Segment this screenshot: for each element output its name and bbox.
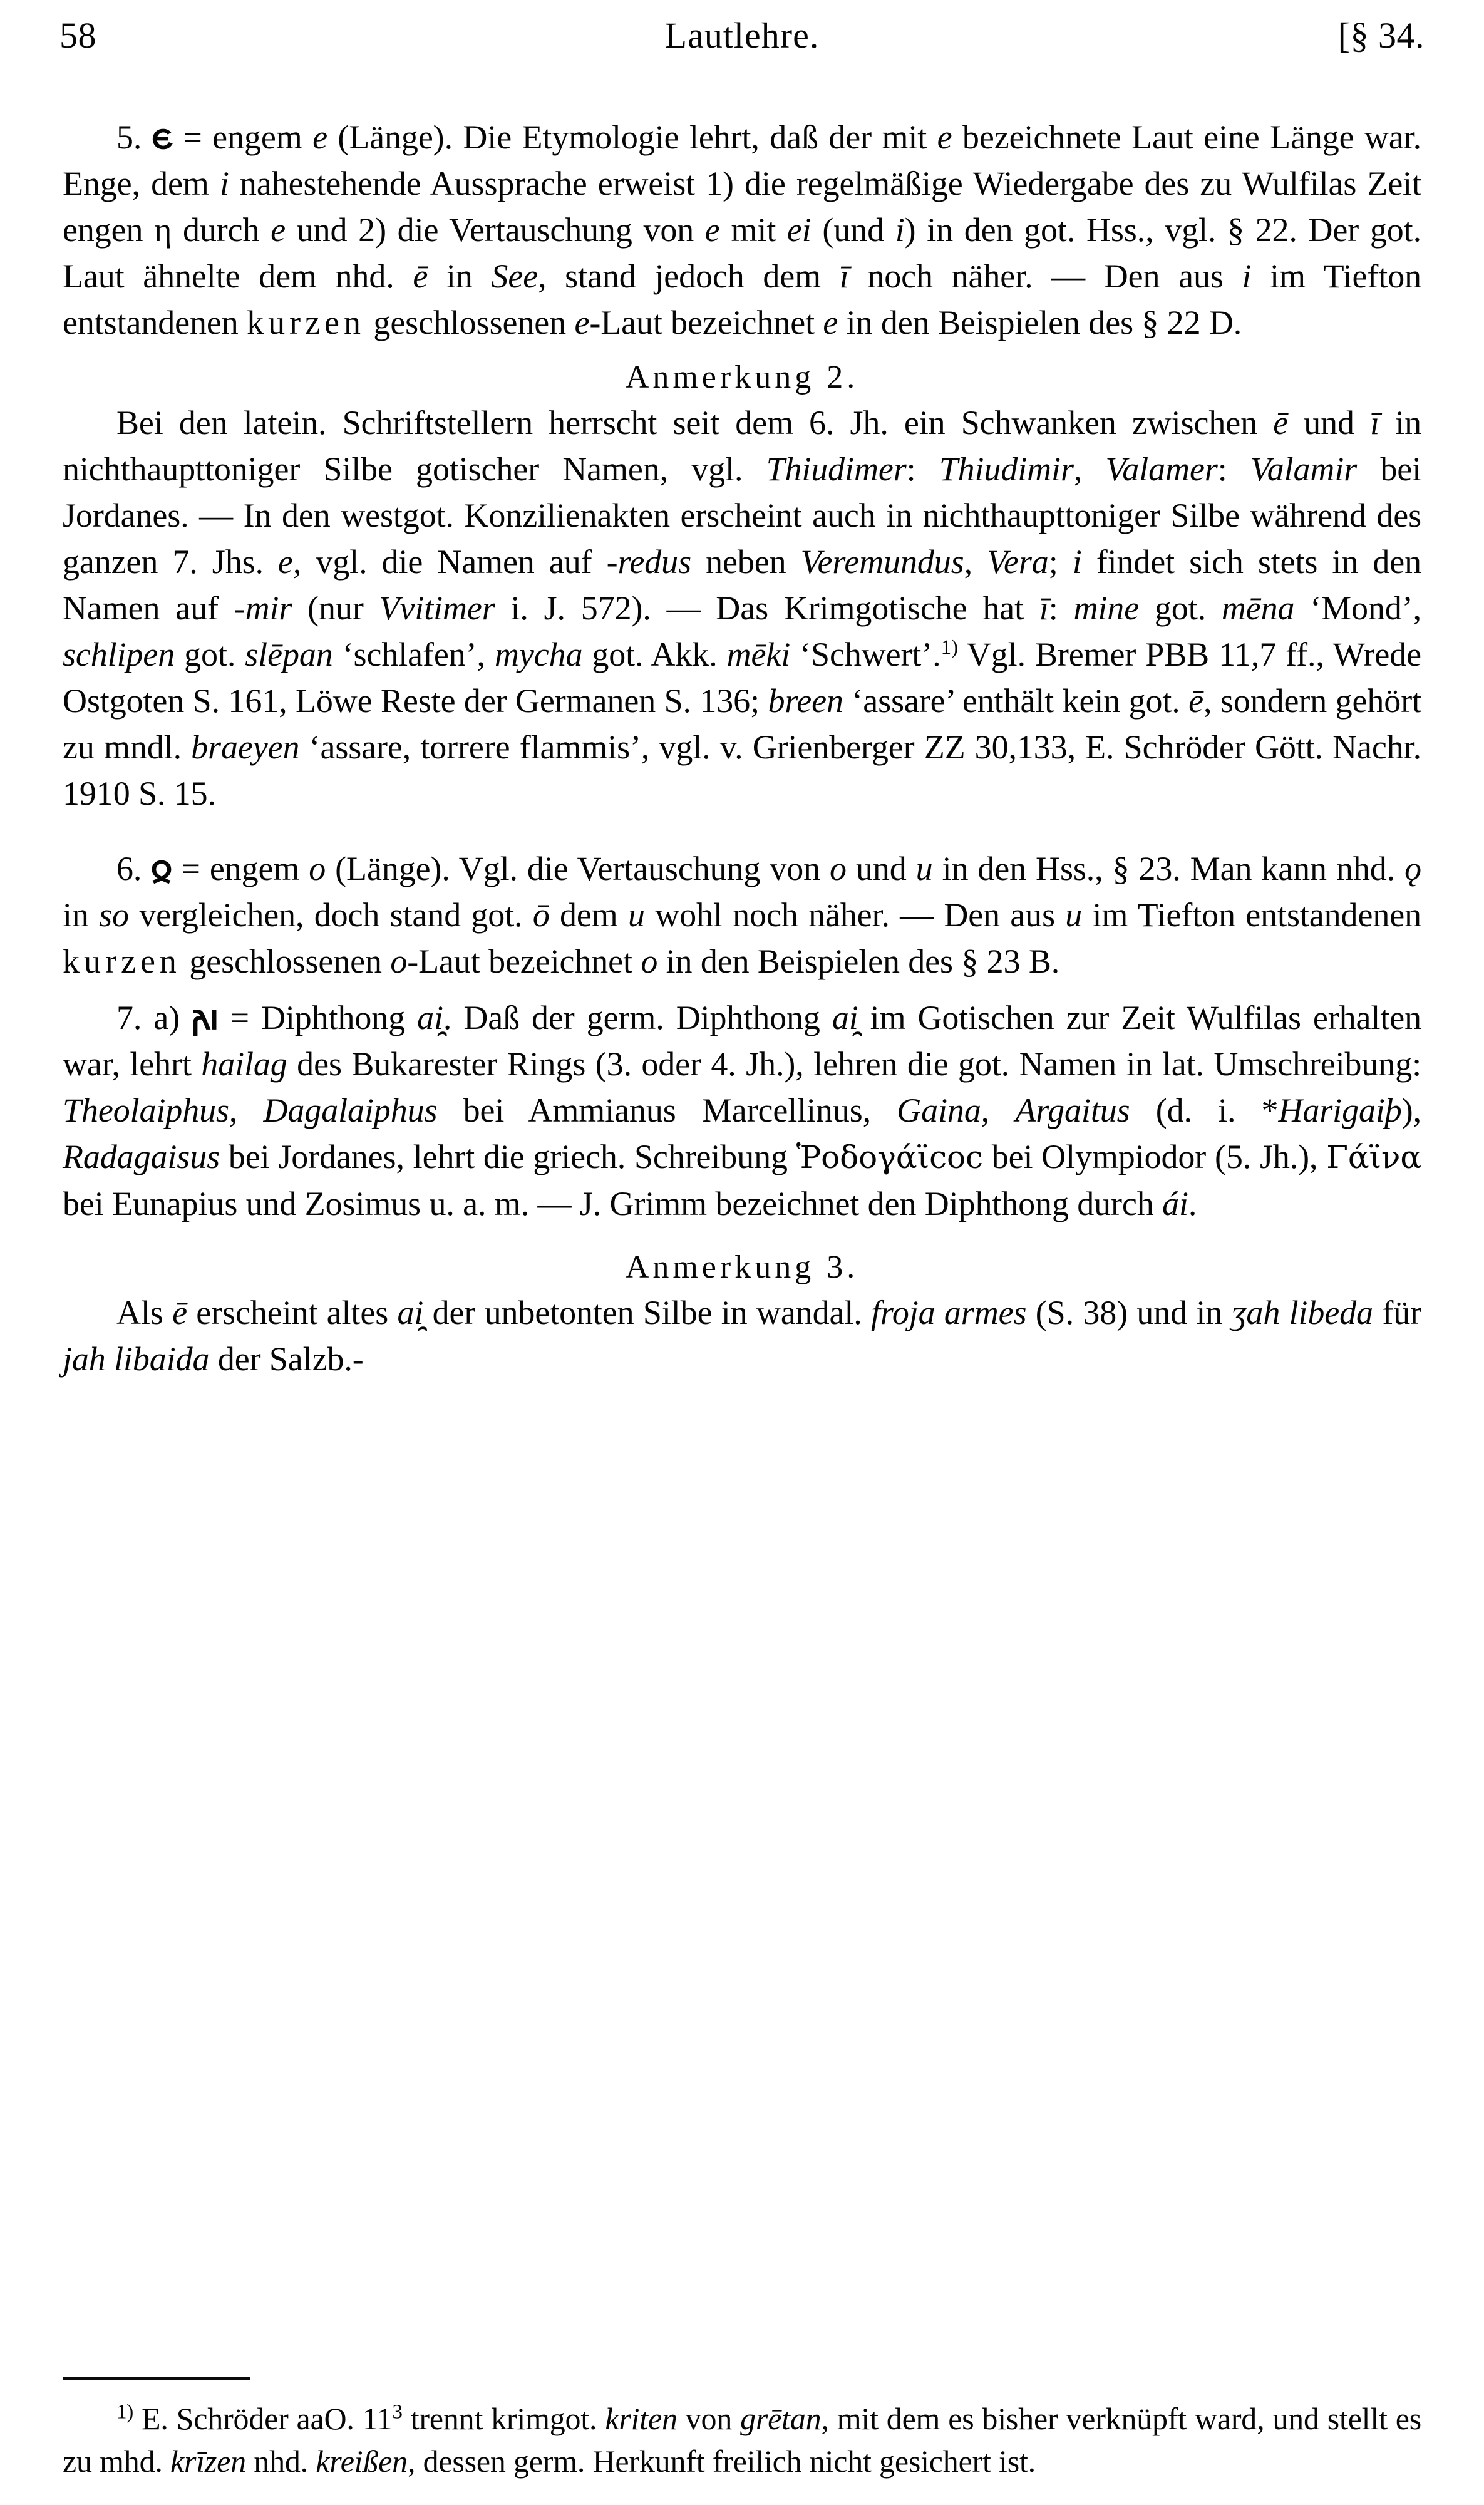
italic-o-2: o (830, 850, 847, 887)
section-marker: [§ 34. (1337, 15, 1425, 56)
fn-t1: E. Schröder aaO. 11 (133, 2401, 393, 2436)
word-slepan: slēpan (245, 636, 333, 673)
anm2-e-1: e (278, 543, 293, 581)
gothic-letter-e: 𐌴 (152, 118, 173, 157)
item6-t1: = engem (181, 850, 309, 887)
page-number: 58 (59, 15, 96, 56)
word-hailag: hailag (201, 1045, 287, 1083)
item5-t12: im Tiefton entstandenen (63, 257, 1422, 341)
item5-t11: noch näher. — Den aus (848, 257, 1242, 295)
running-head (59, 15, 1425, 71)
italic-o-4: o (390, 943, 408, 980)
item6-t6: vergleichen, doch stand got. (128, 896, 533, 934)
item5-t14: -Laut bezeichnet (589, 304, 823, 341)
name-theolaiphus: Theolaiphus (63, 1092, 229, 1129)
paragraph-anmerkung-3 (63, 1289, 1421, 1382)
paragraph-item-5 (63, 114, 1421, 346)
item7-t3: im Gotischen zur Zeit Wulfilas erhalten war, lehrt (63, 999, 1421, 1083)
item7-t6: bei Ammianus Marcellinus, (437, 1092, 897, 1129)
anm2-t6: : (1217, 450, 1250, 488)
anm2-t1: Bei den latein. Schriftstellern herrscht seit dem 6. Jh. ein Schwanken zwischen (116, 404, 1274, 442)
name-thiudimer: Thiudimer (766, 450, 907, 488)
anm2-t12: findet sich stets in den Namen auf (63, 543, 1421, 627)
item5-t2: (Länge). Die Etymologie lehrt, daß der mit (327, 118, 937, 156)
anm2-t9: neben (691, 543, 801, 581)
item5-t1: = engem (183, 118, 313, 156)
item7-t11: bei Olympiodor (5. Jh.), (982, 1138, 1327, 1175)
item6-t4: in den Hss., § 23. Man kann nhd. (932, 850, 1405, 887)
name-radagaisus: Radagaisus (63, 1138, 220, 1175)
spacer (63, 346, 1421, 356)
fn-t5: nhd. (245, 2444, 316, 2479)
footnote-reference-1[interactable]: 1) (940, 636, 958, 659)
item5-t9: in (428, 257, 492, 295)
item5-t3: bezeichnete Laut eine Länge war. Enge, dem (63, 118, 1422, 202)
word-krizen: krīzen (170, 2444, 246, 2479)
italic-so: so (99, 896, 129, 934)
name-valamir: Valamir (1250, 450, 1358, 488)
word-gretan: grētan (740, 2401, 822, 2436)
spaced-kurzen-1: kurzen (247, 304, 366, 341)
word-zah-libeda: ʒah libeda (1231, 1294, 1373, 1331)
word-froja-armes: froja armes (871, 1294, 1027, 1331)
anm2-t18: got. (175, 636, 245, 673)
name-veremundus: Veremundus (800, 543, 964, 581)
name-argaitus: Argaitus (1015, 1092, 1130, 1129)
anm3-t3: der unbetonten Silbe in wandal. (423, 1294, 872, 1331)
spacer (63, 1227, 1421, 1246)
italic-u-3: u (1065, 896, 1083, 934)
anm2-t22: Vgl. Bremer PBB 11,7 ff., Wrede Ostgoten S. 161, Löwe Reste der Germanen S. 136; (63, 636, 1422, 720)
italic-u-2: u (628, 896, 645, 934)
anm2-t7: bei Jordanes. — In den westgot. Konzilienakten erscheint auch in nichthaupttoniger Silbe während des ganzen 7. Jhs. (63, 450, 1421, 581)
item6-t10: geschlossenen (180, 943, 391, 980)
name-vera: Vera (987, 543, 1049, 581)
anm2-i-macron-1: ī (1370, 404, 1380, 442)
gothic-letter-o: 𐍉 (151, 849, 172, 888)
anm3-t4: (S. 38) und in (1026, 1294, 1232, 1331)
word-schlipen: schlipen (63, 636, 175, 673)
anm2-t25: ‘assare, torrere flammis’, vgl. v. Grienberger ZZ 30,133, E. Schröder Gött. Nachr. 1910 S. 15. (63, 728, 1421, 812)
name-thiudimir: Thiudimir (939, 450, 1074, 488)
page-body (63, 114, 1421, 1382)
italic-u-1: u (915, 850, 933, 887)
anm2-e-macron-2: ē (1188, 682, 1204, 720)
italic-o-5: o (641, 943, 658, 980)
item7-t1: = Diphthong (230, 999, 418, 1036)
italic-ei: ei (786, 211, 812, 249)
name-valamer: Valamer (1105, 450, 1218, 488)
item7-t9: ), (1401, 1092, 1421, 1129)
anm2-t21: ‘Schwert’. (790, 636, 941, 673)
spaced-kurzen-2: kurzen (63, 943, 181, 980)
anm2-t10: , (964, 543, 987, 581)
word-kreissen: kreißen (316, 2444, 408, 2479)
anm2-t11: ; (1048, 543, 1073, 581)
word-breen: breen (768, 682, 843, 720)
item6-t3: und (846, 850, 916, 887)
item6-t8: wohl noch näher. — Den aus (644, 896, 1066, 934)
paragraph-item-7 (63, 994, 1421, 1227)
fn-t4: , mit dem es bisher verknüpft ward, und stellt es zu mhd. (63, 2401, 1421, 2479)
italic-e-2: e (937, 118, 952, 156)
footnote-1 (63, 2397, 1421, 2482)
footnote-separator-rule (63, 2377, 250, 2380)
item-number-5: 5. (116, 118, 142, 156)
fn-t2: trennt krimgot. (402, 2401, 605, 2436)
anm3-e-macron: ē (172, 1294, 187, 1331)
name-dagalaiphus: Dagalaiphus (263, 1092, 438, 1129)
gothic-digraph-ai: 𐌰𐌹 (192, 998, 219, 1037)
fn-t6: , dessen germ. Herkunft freilich nicht gesichert ist. (407, 2444, 1036, 2479)
footnote-area (63, 2377, 1421, 2482)
anm2-t17: ‘Mond’, (1294, 589, 1422, 627)
item5-t6: mit (719, 211, 787, 249)
anm2-t8: , vgl. die Namen auf (292, 543, 607, 581)
anm2-t4: : (906, 450, 939, 488)
fn-t3: von (677, 2401, 741, 2436)
anm2-t20: got. Akk. (582, 636, 727, 673)
italic-i-2: i (895, 211, 905, 249)
anm2-t14: i. J. 572). — Das Krimgotische hat (495, 589, 1039, 627)
greek-gaina: Γάϊνα (1326, 1139, 1422, 1175)
italic-e-5: e (574, 304, 590, 341)
italic-o-1: o (309, 850, 326, 887)
anm2-e-macron-1: ē (1273, 404, 1289, 442)
item7-t2: . Daß der germ. Diphthong (443, 999, 832, 1036)
running-title: Lautlehre. (664, 15, 820, 56)
item5-t13: geschlossenen (365, 304, 575, 341)
anm2-t23: ‘assare’ enthält kein got. (843, 682, 1189, 720)
word-kriten: kriten (605, 2401, 678, 2436)
heading-anmerkung-3: Anmerkung 3. (625, 1249, 859, 1285)
word-jah-libaida: jah libaida (63, 1340, 210, 1378)
item6-t12: in den Beispielen des § 23 B. (657, 943, 1060, 980)
anm3-t6: der Salzb.- (209, 1340, 364, 1378)
item6-t9: im Tiefton entstandenen (1082, 896, 1421, 934)
anm2-t16: got. (1139, 589, 1222, 627)
item5-t10: , stand jedoch dem (538, 257, 840, 295)
item5-t7: (und (811, 211, 895, 249)
word-mena: mēna (1221, 589, 1295, 627)
word-mycha: mycha (494, 636, 583, 673)
name-harigaith: Harigaiþ (1278, 1092, 1402, 1129)
item7-t4: des Bukarester Rings (3. oder 4. Jh.), lehren die got. Namen in lat. Umschreibung: (287, 1045, 1421, 1083)
anm2-i-1: i (1072, 543, 1082, 581)
italic-o-ogonek: ǫ (1404, 850, 1421, 887)
anm2-t24: , sondern gehört zu mndl. (63, 682, 1421, 766)
spacer (63, 984, 1421, 994)
heading-anmerkung-2: Anmerkung 2. (625, 359, 859, 395)
item6-t7: dem (549, 896, 628, 934)
italic-see: See (491, 257, 538, 295)
italic-i-3: i (1242, 257, 1252, 295)
anm2-i-macron-2: ī (1039, 589, 1049, 627)
italic-ai-acute: ái (1162, 1185, 1188, 1222)
italic-e-6: e (823, 304, 838, 341)
anm2-t3: in nichthaupttoniger Silbe gotischer Namen, vgl. (63, 404, 1421, 488)
item-number-7: 7. a) (116, 999, 180, 1036)
item7-t13: . (1188, 1185, 1197, 1222)
name-vvitimer: Vvitimer (379, 589, 495, 627)
italic-i-macron: ī (839, 257, 849, 295)
italic-e-1: e (312, 118, 327, 156)
anm2-t15: : (1048, 589, 1074, 627)
fn-superscript-3: 3 (392, 2400, 403, 2424)
italic-e-4: e (704, 211, 720, 249)
greek-rhodogaisos: Ῥοδογάϊcoc (796, 1139, 983, 1175)
item6-t2: (Länge). Vgl. die Vertauschung von (326, 850, 830, 887)
footnote-marker-1: 1) (116, 2400, 134, 2424)
name-gaina: Gaina (897, 1092, 981, 1129)
anm3-t5: für (1373, 1294, 1421, 1331)
item7-t8: (d. i. * (1130, 1092, 1279, 1129)
name-redus: -redus (606, 543, 692, 581)
item7-t7: , (981, 1092, 1016, 1129)
item6-t5: in (63, 896, 100, 934)
anm3-ai: ai̯ (397, 1294, 424, 1331)
item-number-6: 6. (116, 850, 142, 887)
word-braeyen: braeyen (191, 728, 300, 766)
item6-t11: -Laut bezeichnet (407, 943, 641, 980)
italic-i-1: i (219, 165, 229, 202)
anm3-t2: erscheint altes (187, 1294, 398, 1331)
word-meki: mēki (726, 636, 791, 673)
spacer (63, 817, 1421, 845)
anm2-t19: ‘schlafen’, (332, 636, 495, 673)
word-mine: mine (1073, 589, 1140, 627)
anm2-t13: (nur (292, 589, 379, 627)
anm3-t1: Als (116, 1294, 173, 1331)
item5-t8: ) in den got. Hss., vgl. § 22. Der got. Laut ähnelte dem nhd. (63, 211, 1421, 295)
anm2-t5: , (1073, 450, 1106, 488)
item5-t4: nahestehende Aussprache erweist 1) die regelmäßige Wiedergabe des zu Wulfilas Zeit engen η durch (63, 165, 1421, 249)
item5-t5: und 2) die Vertauschung von (286, 211, 705, 249)
italic-ai-1: ai̯ (417, 999, 443, 1036)
item7-t12: bei Eunapius und Zosimus u. a. m. — J. Grimm bezeichnet den Diphthong durch (63, 1185, 1163, 1222)
italic-e-3: e (271, 211, 286, 249)
anm2-t2: und (1288, 404, 1371, 442)
item7-t5: , (229, 1092, 264, 1129)
item7-t10: bei Jordanes, lehrt die griech. Schreibung (220, 1138, 796, 1175)
name-mir: -mir (234, 589, 292, 627)
italic-ai-2: ai̯ (832, 999, 858, 1036)
paragraph-anmerkung-2 (63, 400, 1421, 817)
italic-e-macron: ē (413, 257, 428, 295)
italic-o-macron: ō (532, 896, 550, 934)
item5-t15: in den Beispielen des § 22 D. (838, 304, 1242, 341)
paragraph-item-6 (63, 845, 1421, 984)
